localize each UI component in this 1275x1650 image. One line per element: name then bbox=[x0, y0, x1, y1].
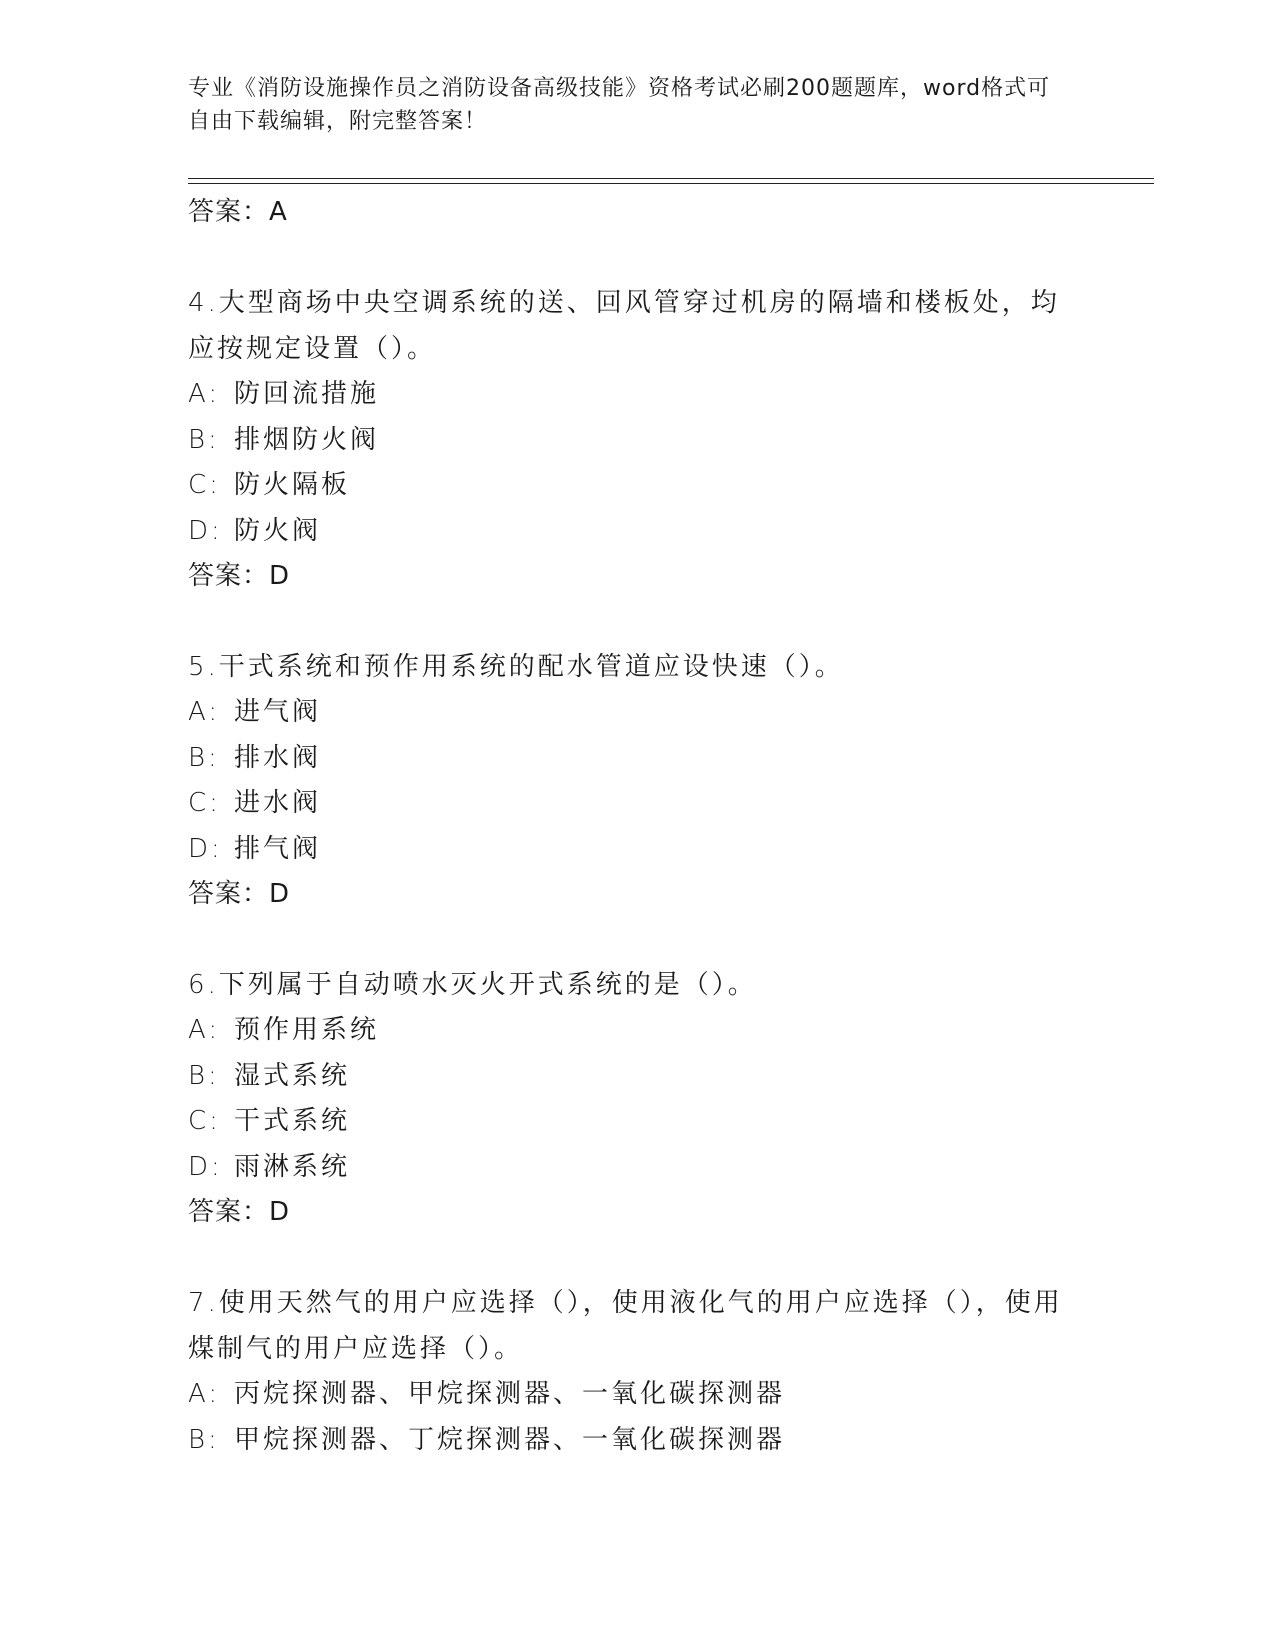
option-text: 防回流措施 bbox=[234, 379, 380, 409]
option-a bbox=[188, 372, 1088, 418]
option-d bbox=[188, 1145, 1088, 1191]
option-text: 干式系统 bbox=[234, 1106, 351, 1136]
option-c bbox=[188, 463, 1088, 509]
option-b bbox=[188, 1054, 1088, 1100]
option-label: B: bbox=[188, 424, 220, 455]
header-divider-top bbox=[188, 178, 1154, 179]
question-5 bbox=[188, 644, 1088, 916]
option-text: 丙烷探测器、甲烷探测器、一氧化碳探测器 bbox=[234, 1379, 786, 1409]
option-b bbox=[188, 1418, 1088, 1464]
question-text: 6.下列属于自动喷水灭火开式系统的是（）。 bbox=[188, 970, 757, 1000]
option-text: 进水阀 bbox=[234, 788, 322, 818]
answer: 答案：D bbox=[188, 1197, 291, 1227]
option-text: 雨淋系统 bbox=[234, 1151, 351, 1182]
header-divider-bottom bbox=[188, 183, 1154, 184]
option-a bbox=[188, 1372, 1088, 1418]
question-text: 7.使用天然气的用户应选择（），使用液化气的用户应选择（），使用煤制气的用户应选择（）。 bbox=[188, 1288, 1063, 1364]
option-text: 甲烷探测器、丁烷探测器、一氧化碳探测器 bbox=[234, 1424, 786, 1455]
option-label: C: bbox=[188, 788, 221, 818]
option-label: D: bbox=[188, 1151, 223, 1182]
option-label: C: bbox=[188, 1106, 221, 1136]
question-4 bbox=[188, 280, 1088, 598]
option-label: C: bbox=[188, 470, 221, 500]
option-b bbox=[188, 418, 1088, 464]
option-label: B: bbox=[188, 1060, 220, 1091]
question-list bbox=[188, 190, 1088, 1463]
option-text: 排烟防火阀 bbox=[234, 424, 380, 455]
previous-answer: 答案：A bbox=[188, 197, 288, 227]
option-label: A: bbox=[188, 1015, 221, 1045]
option-a bbox=[188, 690, 1088, 736]
option-c bbox=[188, 1099, 1088, 1145]
question-6 bbox=[188, 962, 1088, 1234]
option-label: A: bbox=[188, 697, 221, 727]
question-7 bbox=[188, 1280, 1088, 1463]
answer: 答案：D bbox=[188, 561, 291, 591]
header-text: 专业《消防设施操作员之消防设备高级技能》资格考试必刷200题题库，word格式可自由下载编辑，附完整答案！ bbox=[188, 76, 1051, 134]
option-text: 排水阀 bbox=[234, 742, 322, 773]
option-text: 预作用系统 bbox=[234, 1015, 380, 1045]
option-text: 防火隔板 bbox=[234, 470, 351, 500]
option-label: A: bbox=[188, 379, 221, 409]
option-label: B: bbox=[188, 1424, 220, 1455]
option-label: D: bbox=[188, 515, 223, 546]
option-d bbox=[188, 509, 1088, 555]
option-text: 排气阀 bbox=[234, 833, 322, 864]
answer: 答案：D bbox=[188, 879, 291, 909]
option-d bbox=[188, 827, 1088, 873]
page-header bbox=[188, 72, 1068, 138]
option-b bbox=[188, 736, 1088, 782]
option-c bbox=[188, 781, 1088, 827]
option-label: B: bbox=[188, 742, 220, 773]
option-label: D: bbox=[188, 833, 223, 864]
option-a bbox=[188, 1008, 1088, 1054]
option-label: A: bbox=[188, 1379, 221, 1409]
question-text: 4.大型商场中央空调系统的送、回风管穿过机房的隔墙和楼板处，均应按规定设置（）。 bbox=[188, 288, 1060, 364]
option-text: 防火阀 bbox=[234, 515, 322, 546]
question-text: 5.干式系统和预作用系统的配水管道应设快速（）。 bbox=[188, 652, 844, 682]
option-text: 进气阀 bbox=[234, 697, 322, 727]
option-text: 湿式系统 bbox=[234, 1060, 351, 1091]
